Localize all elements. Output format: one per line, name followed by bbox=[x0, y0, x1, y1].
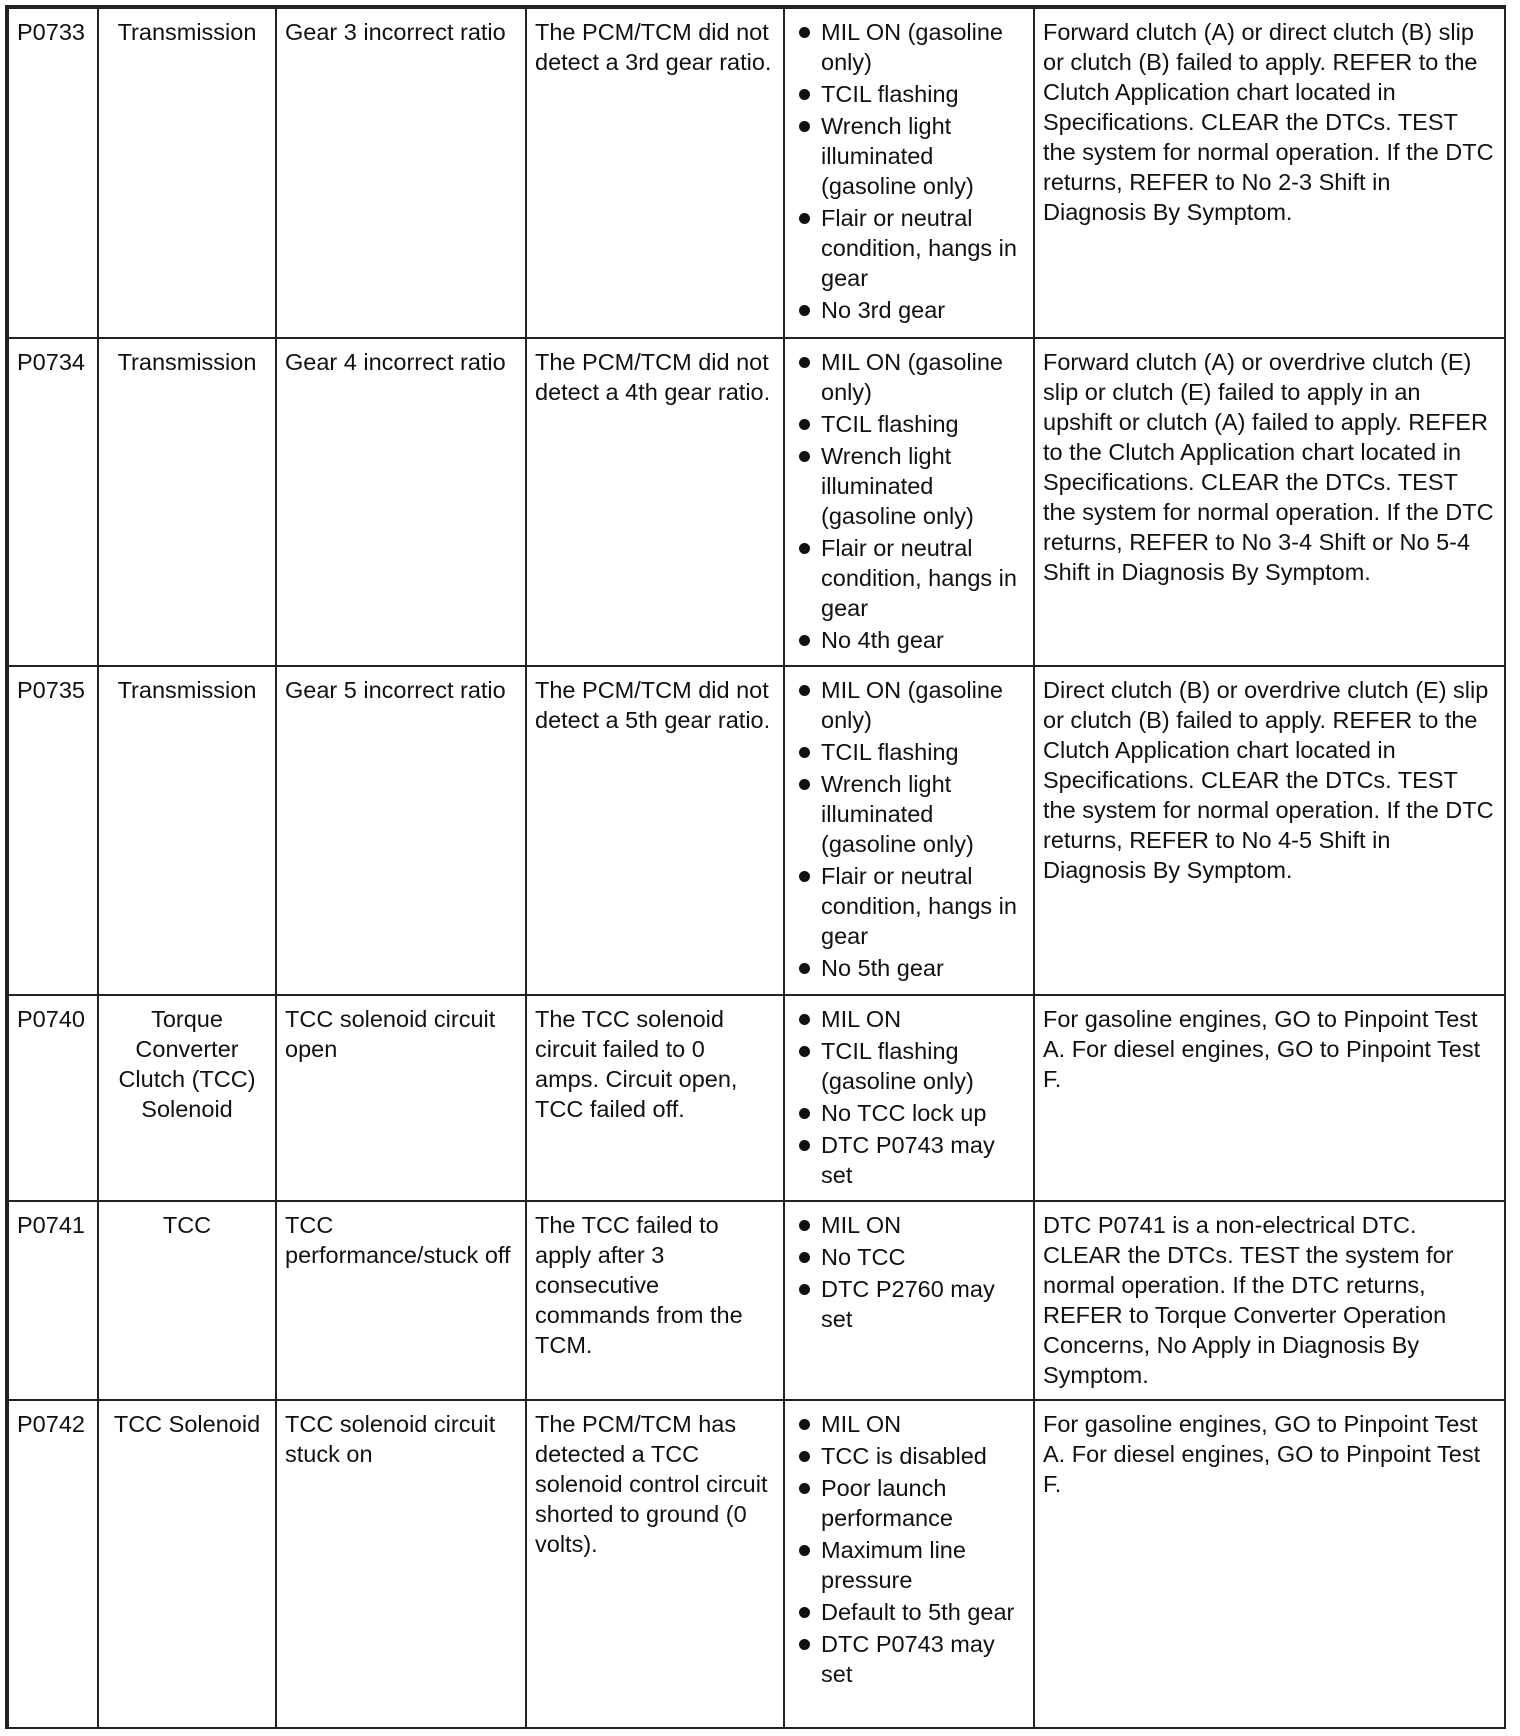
table-row bbox=[8, 8, 1505, 338]
symptom-list bbox=[793, 1409, 1025, 1689]
dtc-code: P0735 bbox=[8, 666, 98, 995]
dtc-condition: The PCM/TCM has detected a TCC solenoid control circuit shorted to ground (0 volts). bbox=[526, 1400, 784, 1728]
dtc-code: P0740 bbox=[8, 995, 98, 1201]
symptom-item: No 4th gear bbox=[793, 625, 1025, 655]
dtc-symptoms bbox=[784, 666, 1034, 995]
dtc-symptoms bbox=[784, 1400, 1034, 1728]
table-row bbox=[8, 995, 1505, 1201]
symptom-item: Default to 5th gear bbox=[793, 1597, 1025, 1627]
symptom-item: No TCC bbox=[793, 1242, 1025, 1272]
dtc-code: P0741 bbox=[8, 1201, 98, 1400]
dtc-symptoms bbox=[784, 1201, 1034, 1400]
symptom-item: Wrench light illuminated (gasoline only) bbox=[793, 769, 1025, 859]
table-row bbox=[8, 338, 1505, 666]
dtc-system: Transmission bbox=[98, 338, 276, 666]
dtc-condition: The PCM/TCM did not detect a 3rd gear ratio. bbox=[526, 8, 784, 338]
symptom-item: Maximum line pressure bbox=[793, 1535, 1025, 1595]
symptom-item: Flair or neutral condition, hangs in gear bbox=[793, 533, 1025, 623]
dtc-symptoms bbox=[784, 338, 1034, 666]
table-row bbox=[8, 666, 1505, 995]
symptom-list bbox=[793, 1210, 1025, 1334]
dtc-condition: The TCC failed to apply after 3 consecutive commands from the TCM. bbox=[526, 1201, 784, 1400]
symptom-list bbox=[793, 1004, 1025, 1190]
dtc-description: TCC solenoid circuit open bbox=[276, 995, 526, 1201]
dtc-system: Transmission bbox=[98, 666, 276, 995]
symptom-item: DTC P0743 may set bbox=[793, 1629, 1025, 1689]
dtc-action: For gasoline engines, GO to Pinpoint Test A. For diesel engines, GO to Pinpoint Test F. bbox=[1034, 995, 1505, 1201]
symptom-item: TCIL flashing bbox=[793, 409, 1025, 439]
dtc-system: Torque Converter Clutch (TCC) Solenoid bbox=[98, 995, 276, 1201]
symptom-item: Flair or neutral condition, hangs in gear bbox=[793, 203, 1025, 293]
symptom-item: MIL ON (gasoline only) bbox=[793, 17, 1025, 77]
dtc-code: P0733 bbox=[8, 8, 98, 338]
dtc-system: Transmission bbox=[98, 8, 276, 338]
dtc-symptoms bbox=[784, 8, 1034, 338]
symptom-item: Poor launch performance bbox=[793, 1473, 1025, 1533]
dtc-action: Forward clutch (A) or direct clutch (B) slip or clutch (B) failed to apply. REFER to the Clutch Application chart located in Specifications. CLEAR the DTCs. TEST the system for normal operation. If the DTC returns, REFER to No 2-3 Shift in Diagnosis By Symptom. bbox=[1034, 8, 1505, 338]
dtc-symptoms bbox=[784, 995, 1034, 1201]
dtc-condition: The TCC solenoid circuit failed to 0 amps. Circuit open, TCC failed off. bbox=[526, 995, 784, 1201]
symptom-item: Flair or neutral condition, hangs in gear bbox=[793, 861, 1025, 951]
dtc-action: For gasoline engines, GO to Pinpoint Test A. For diesel engines, GO to Pinpoint Test F. bbox=[1034, 1400, 1505, 1728]
dtc-system: TCC Solenoid bbox=[98, 1400, 276, 1728]
dtc-code: P0742 bbox=[8, 1400, 98, 1728]
symptom-list bbox=[793, 347, 1025, 655]
symptom-item: TCIL flashing bbox=[793, 79, 1025, 109]
symptom-item: MIL ON (gasoline only) bbox=[793, 347, 1025, 407]
dtc-condition: The PCM/TCM did not detect a 4th gear ratio. bbox=[526, 338, 784, 666]
dtc-description: Gear 4 incorrect ratio bbox=[276, 338, 526, 666]
symptom-item: MIL ON bbox=[793, 1409, 1025, 1439]
symptom-item: MIL ON bbox=[793, 1004, 1025, 1034]
dtc-action: Direct clutch (B) or overdrive clutch (E) slip or clutch (B) failed to apply. REFER to the Clutch Application chart located in Specifications. CLEAR the DTCs. TEST the system for normal operation. If the DTC returns, REFER to No 4-5 Shift in Diagnosis By Symptom. bbox=[1034, 666, 1505, 995]
symptom-item: No 5th gear bbox=[793, 953, 1025, 983]
dtc-code: P0734 bbox=[8, 338, 98, 666]
dtc-system: TCC bbox=[98, 1201, 276, 1400]
symptom-item: MIL ON bbox=[793, 1210, 1025, 1240]
table-row bbox=[8, 1400, 1505, 1728]
symptom-list bbox=[793, 17, 1025, 325]
dtc-table-body bbox=[8, 8, 1505, 1728]
table-row bbox=[8, 1201, 1505, 1400]
dtc-description: Gear 3 incorrect ratio bbox=[276, 8, 526, 338]
dtc-table bbox=[7, 7, 1506, 1729]
symptom-item: No TCC lock up bbox=[793, 1098, 1025, 1128]
symptom-item: TCIL flashing bbox=[793, 737, 1025, 767]
symptom-item: MIL ON (gasoline only) bbox=[793, 675, 1025, 735]
symptom-item: No 3rd gear bbox=[793, 295, 1025, 325]
dtc-condition: The PCM/TCM did not detect a 5th gear ratio. bbox=[526, 666, 784, 995]
dtc-action: Forward clutch (A) or overdrive clutch (E) slip or clutch (E) failed to apply in an upshift or clutch (A) failed to apply. REFER to the Clutch Application chart located in Specifications. CLEAR the DTCs. TEST the system for normal operation. If the DTC returns, REFER to No 3-4 Shift or No 5-4 Shift in Diagnosis By Symptom. bbox=[1034, 338, 1505, 666]
dtc-description: Gear 5 incorrect ratio bbox=[276, 666, 526, 995]
symptom-item: Wrench light illuminated (gasoline only) bbox=[793, 441, 1025, 531]
symptom-item: TCIL flashing (gasoline only) bbox=[793, 1036, 1025, 1096]
dtc-description: TCC solenoid circuit stuck on bbox=[276, 1400, 526, 1728]
symptom-item: DTC P0743 may set bbox=[793, 1130, 1025, 1190]
dtc-description: TCC performance/stuck off bbox=[276, 1201, 526, 1400]
dtc-action: DTC P0741 is a non-electrical DTC. CLEAR the DTCs. TEST the system for normal operation. If the DTC returns, REFER to Torque Converter Operation Concerns, No Apply in Diagnosis By Symptom. bbox=[1034, 1201, 1505, 1400]
symptom-item: DTC P2760 may set bbox=[793, 1274, 1025, 1334]
symptom-item: TCC is disabled bbox=[793, 1441, 1025, 1471]
symptom-list bbox=[793, 675, 1025, 983]
symptom-item: Wrench light illuminated (gasoline only) bbox=[793, 111, 1025, 201]
